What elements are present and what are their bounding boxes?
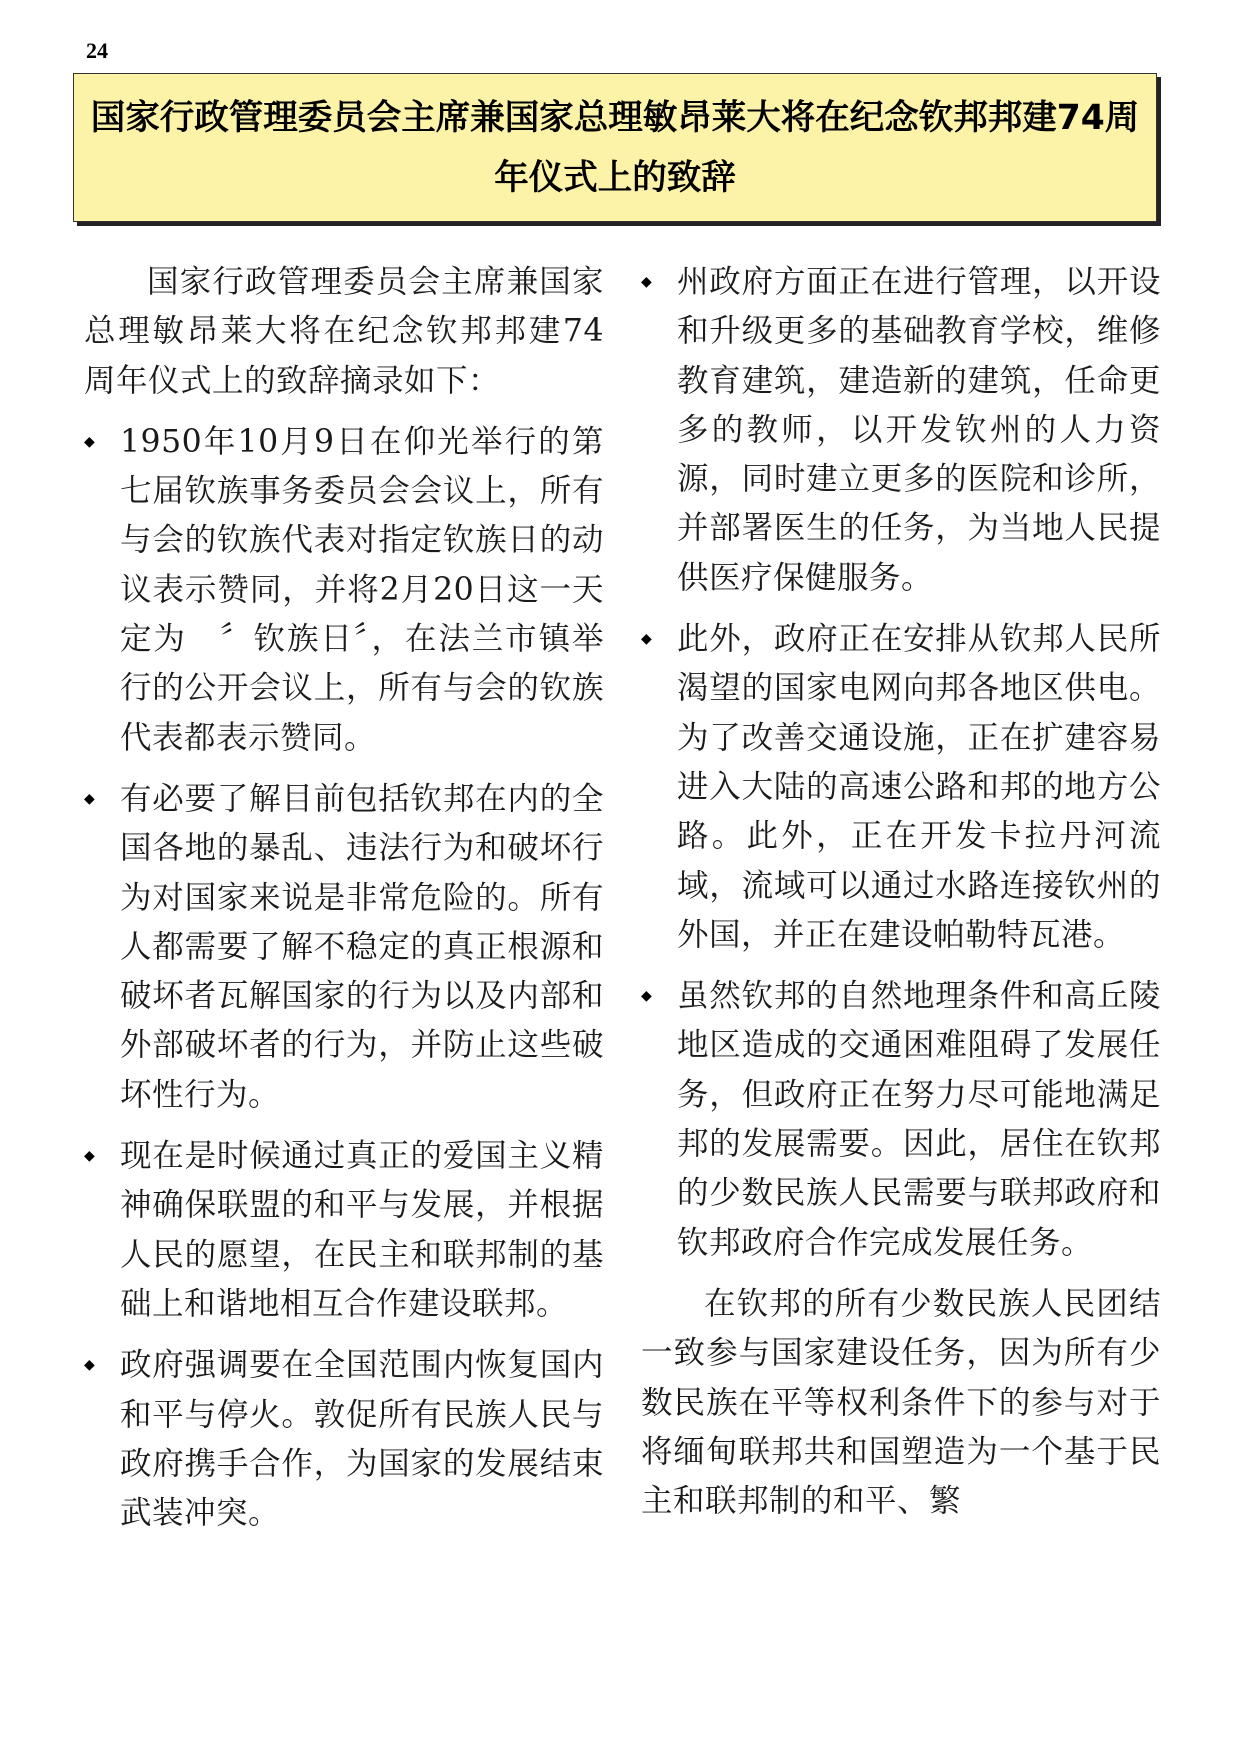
title-banner xyxy=(73,73,1157,222)
bullet-text: 政府强调要在全国范围内恢复国内和平与停火。敦促所有民族人民与政府携手合作，为国家的发展结束武装冲突。 xyxy=(120,1347,604,1532)
diamond-bullet-icon: ◆ xyxy=(84,1148,96,1165)
bullet-text: 州政府方面正在进行管理，以开设和升级更多的基础教育学校，维修教育建筑，建造新的建筑，任命更多的教师，以开发钦州的人力资源，同时建立更多的医院和诊所，并部署医生的任务，为当地人民提供医疗保健服务。 xyxy=(677,264,1161,596)
diamond-bullet-icon: ◆ xyxy=(641,988,653,1005)
diamond-bullet-icon: ◆ xyxy=(641,274,653,290)
diamond-bullet-icon: ◆ xyxy=(84,790,96,807)
bullet-item xyxy=(641,972,1161,1268)
bullet-item xyxy=(641,258,1161,603)
diamond-bullet-icon: ◆ xyxy=(641,631,653,648)
bullet-item xyxy=(84,775,604,1120)
bullet-text: 现在是时候通过真正的爱国主义精神确保联盟的和平与发展，并根据人民的愿望，在民主和联邦制的基础上和谐地相互合作建设联邦。 xyxy=(120,1138,604,1322)
bullet-text: 1950年10月9日在仰光举行的第七届钦族事务委员会会议上，所有与会的钦族代表对指定钦族日的动议表示赞同，并将2月20日这一天定为 〞钦族日〞，在法兰市镇举行的公开会议上，所有与会的钦族代表都表示赞同。 xyxy=(120,423,604,756)
page-number: 24 xyxy=(86,38,108,63)
bullet-item xyxy=(84,418,604,763)
bullet-text: 虽然钦邦的自然地理条件和高丘陵地区造成的交通困难阻碍了发展任务，但政府正在努力尽可能地满足邦的发展需要。因此，居住在钦邦的少数民族人民需要与联邦政府和钦邦政府合作完成发展任务。 xyxy=(677,978,1161,1261)
diamond-bullet-icon: ◆ xyxy=(84,433,96,450)
left-column xyxy=(84,258,604,1550)
bullet-text: 有必要了解目前包括钦邦在内的全国各地的暴乱、违法行为和破坏行为对国家来说是非常危险的。所有人都需要了解不稳定的真正根源和破坏者瓦解国家的行为以及内部和外部破坏者的行为，并防止这些破坏性行为。 xyxy=(120,780,604,1113)
closing-paragraph: 在钦邦的所有少数民族人民团结一致参与国家建设任务，因为所有少数民族在平等权利条件下的参与对于将缅甸联邦共和国塑造为一个基于民主和联邦制的和平、繁 xyxy=(641,1285,1161,1520)
right-column xyxy=(641,258,1161,1538)
bullet-item xyxy=(84,1132,604,1329)
page-title: 国家行政管理委员会主席兼国家总理敏昂莱大将在纪念钦邦邦建74周年仪式上的致辞 xyxy=(90,97,1140,198)
bullet-item xyxy=(84,1341,604,1538)
intro-paragraph: 国家行政管理委员会主席兼国家总理敏昂莱大将在纪念钦邦邦建74周年仪式上的致辞摘录如下： xyxy=(84,264,604,399)
bullet-text: 此外，政府正在安排从钦邦人民所渴望的国家电网向邦各地区供电。为了改善交通设施，正在扩建容易进入大陆的高速公路和邦的地方公路。此外，正在开发卡拉丹河流域，流域可以通过水路连接钦州的外国，并正在建设帕勒特瓦港。 xyxy=(677,621,1161,953)
diamond-bullet-icon: ◆ xyxy=(84,1357,96,1374)
bullet-item xyxy=(641,615,1161,960)
